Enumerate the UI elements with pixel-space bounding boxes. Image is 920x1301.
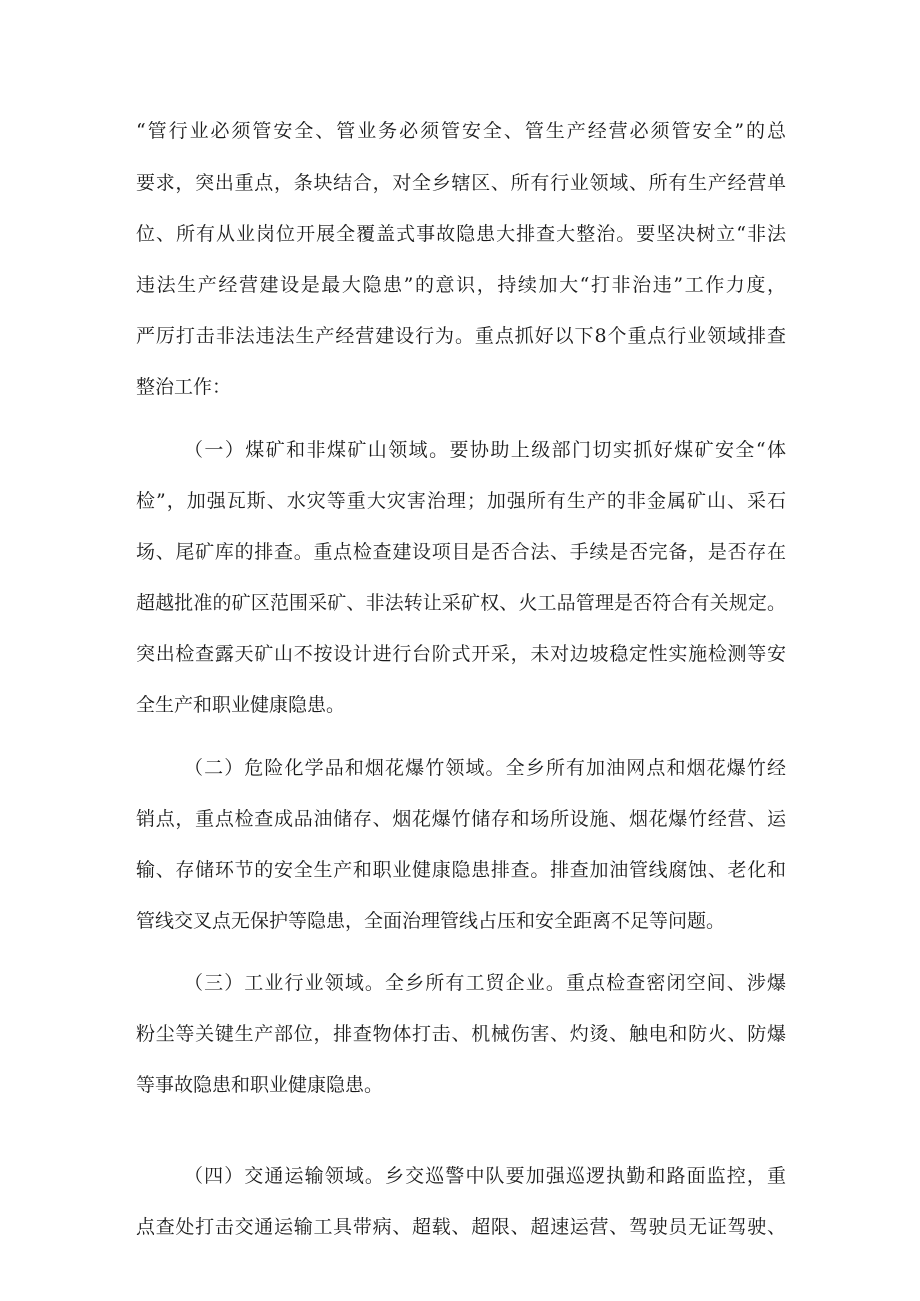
paragraph-line: 场、尾矿库的排查。重点检查建设项目是否合法、手续是否完备，是否存在 [136,541,786,563]
paragraph-line: 突出检查露天矿山不按设计进行台阶式开采，未对边坡稳定性实施检测等安 [136,643,786,665]
paragraph-line: 输、存储环节的安全生产和职业健康隐患排查。排查加油管线腐蚀、老化和 [136,859,786,881]
paragraph-line: 等事故隐患和职业健康隐患。 [136,1074,384,1096]
paragraph-line: 管线交叉点无保护等隐患，全面治理管线占压和安全距离不足等问题。 [136,910,726,932]
section-heading-line: （二）危险化学品和烟花爆竹领域。全乡所有加油网点和烟花爆竹经 [184,757,786,779]
paragraph-line: 销点，重点检查成品油储存、烟花爆竹储存和场所设施、烟花爆竹经营、运 [136,808,786,830]
section-heading-line: （三）工业行业领域。全乡所有工贸企业。重点检查密闭空间、涉爆 [184,972,786,994]
paragraph-line: “管行业必须管安全、管业务必须管安全、管生产经营必须管安全”的总 [136,120,786,142]
paragraph-line: 整治工作： [136,376,232,398]
paragraph-line: 要求，突出重点，条块结合，对全乡辖区、所有行业领域、所有生产经营单 [136,172,786,194]
paragraph-line: 检”，加强瓦斯、水灾等重大灾害治理；加强所有生产的非金属矿山、采石 [136,490,786,512]
paragraph-line: 点查处打击交通运输工具带病、超载、超限、超速运营、驾驶员无证驾驶、 [136,1216,786,1238]
paragraph-line: 严厉打击非法违法生产经营建设行为。重点抓好以下8个重点行业领域排查 [136,325,786,347]
paragraph-line: 超越批准的矿区范围采矿、非法转让采矿权、火工品管理是否符合有关规定。 [136,592,786,614]
paragraph-line: 位、所有从业岗位开展全覆盖式事故隐患大排查大整治。要坚决树立“非法 [136,223,786,245]
paragraph-line: 违法生产经营建设是最大隐患”的意识，持续加大“打非治违”工作力度， [136,274,786,296]
section-heading-line: （四）交通运输领域。乡交巡警中队要加强巡逻执勤和路面监控，重 [184,1165,786,1187]
paragraph-line: 粉尘等关键生产部位，排查物体打击、机械伤害、灼烫、触电和防火、防爆 [136,1023,786,1045]
paragraph-line: 全生产和职业健康隐患。 [136,694,346,716]
section-heading-line: （一）煤矿和非煤矿山领域。要协助上级部门切实抓好煤矿安全“体 [184,439,786,461]
